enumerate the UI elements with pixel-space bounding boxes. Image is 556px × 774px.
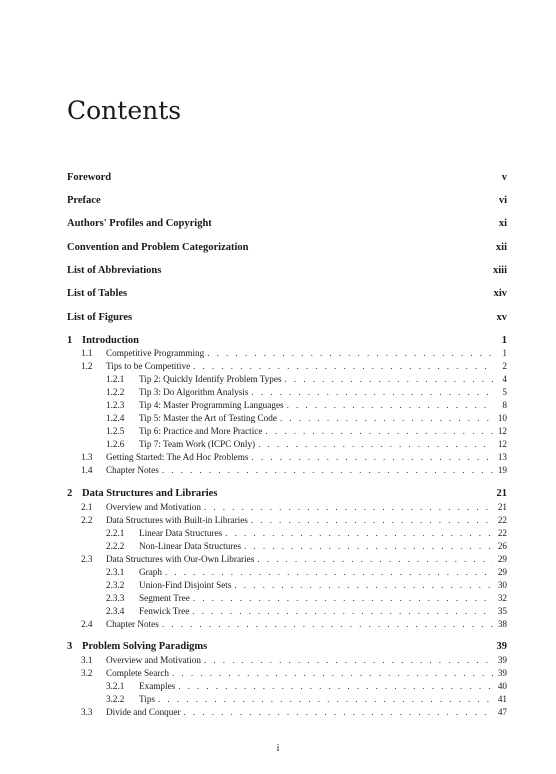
toc-title: List of Abbreviations <box>67 265 162 276</box>
leader-dots <box>204 502 493 512</box>
toc-entry[interactable] <box>81 361 507 371</box>
toc-page: 22 <box>497 515 507 525</box>
toc-number: 3.2 <box>81 668 93 678</box>
toc-page: xi <box>498 218 507 229</box>
toc-title: Tip 4: Master Programming Languages <box>139 400 284 410</box>
toc-page: 1 <box>501 335 507 346</box>
leader-dots <box>192 606 493 616</box>
toc-number: 1.2.6 <box>106 439 125 449</box>
toc-page: 4 <box>502 374 507 384</box>
toc-number: 2.3.2 <box>106 580 125 590</box>
toc-chapter-3[interactable] <box>67 641 507 652</box>
toc-title: Chapter Notes <box>106 619 159 629</box>
toc-front-authors[interactable] <box>67 218 507 229</box>
toc-page: 5 <box>502 387 507 397</box>
toc-page: 19 <box>497 465 507 475</box>
toc-title: Overview and Motivation <box>106 655 201 665</box>
toc-page: xv <box>496 312 507 323</box>
toc-entry[interactable] <box>106 400 507 410</box>
toc-page: 21 <box>496 488 507 499</box>
toc-number: 1.2.1 <box>106 374 125 384</box>
toc-number: 1 <box>67 335 73 346</box>
toc-entry[interactable] <box>81 515 507 525</box>
toc-page: 2 <box>502 361 507 371</box>
toc-entry[interactable] <box>106 606 507 616</box>
toc-page: xiii <box>492 265 507 276</box>
toc-title: Data Structures with Our-Own Libraries <box>106 554 255 564</box>
toc-number: 2.4 <box>81 619 93 629</box>
toc-page: 12 <box>497 439 507 449</box>
leader-dots <box>184 707 493 717</box>
page-title: Contents <box>67 96 182 125</box>
page-number: i <box>276 743 280 754</box>
toc-number: 2.3 <box>81 554 93 564</box>
toc-number: 2.3.3 <box>106 593 125 603</box>
toc-title: List of Figures <box>67 312 133 323</box>
toc-chapter-1[interactable] <box>67 335 507 346</box>
toc-title: Complete Search <box>106 668 170 678</box>
leader-dots <box>207 348 493 358</box>
toc-chapter-2[interactable] <box>67 488 507 499</box>
leader-dots <box>158 694 493 704</box>
toc-entry[interactable] <box>81 668 507 678</box>
toc-entry[interactable] <box>81 348 507 358</box>
toc-entry[interactable] <box>81 502 507 512</box>
leader-dots <box>193 361 493 371</box>
toc-title: Tip 7: Team Work (ICPC Only) <box>139 439 256 449</box>
toc-front-tables[interactable] <box>67 288 507 299</box>
toc-number: 2.2.1 <box>106 528 125 538</box>
leader-dots <box>251 452 493 462</box>
toc-title: Data Structures with Built-in Libraries <box>106 515 248 525</box>
toc-number: 3.1 <box>81 655 93 665</box>
toc-page: 26 <box>497 541 507 551</box>
toc-page: 47 <box>497 707 507 717</box>
toc-title: Tip 6: Practice and More Practice <box>139 426 263 436</box>
toc-entry[interactable] <box>106 528 507 538</box>
toc-number: 1.4 <box>81 465 93 475</box>
leader-dots <box>162 465 493 475</box>
toc-number: 2.1 <box>81 502 93 512</box>
toc-page: 22 <box>497 528 507 538</box>
toc-entry[interactable] <box>106 387 507 397</box>
leader-dots <box>172 668 493 678</box>
toc-entry[interactable] <box>81 452 507 462</box>
toc-title: Divide and Conquer <box>106 707 181 717</box>
leader-dots <box>287 400 493 410</box>
toc-number: 3.2.1 <box>106 681 125 691</box>
toc-title: Segment Tree <box>139 593 190 603</box>
toc-page: 13 <box>497 452 507 462</box>
toc-front-preface[interactable] <box>67 195 507 206</box>
toc-front-foreword[interactable] <box>67 172 507 183</box>
toc-title: Convention and Problem Categorization <box>67 242 249 253</box>
toc-entry[interactable] <box>81 707 507 717</box>
toc-entry[interactable] <box>106 580 507 590</box>
toc-number: 1.2.2 <box>106 387 125 397</box>
toc-number: 3 <box>67 641 73 652</box>
leader-dots <box>162 619 493 629</box>
toc-entry[interactable] <box>106 681 507 691</box>
toc-number: 2.2.2 <box>106 541 125 551</box>
leader-dots <box>244 541 493 551</box>
toc-title: Preface <box>67 195 101 206</box>
toc-page: 39 <box>497 668 507 678</box>
toc-page: 41 <box>497 694 507 704</box>
toc-title: Union-Find Disjoint Sets <box>139 580 232 590</box>
toc-page: 39 <box>496 641 507 652</box>
toc-page: 40 <box>497 681 507 691</box>
leader-dots <box>204 655 493 665</box>
toc-title: Linear Data Structures <box>139 528 223 538</box>
toc-page: 39 <box>497 655 507 665</box>
toc-title: Tip 3: Do Algorithm Analysis <box>139 387 249 397</box>
toc-page: 10 <box>497 413 507 423</box>
toc-page: 32 <box>497 593 507 603</box>
toc-entry[interactable] <box>106 439 507 449</box>
toc-title: Authors' Profiles and Copyright <box>67 218 212 229</box>
toc-title: Tips to be Competitive <box>106 361 191 371</box>
toc-page: 29 <box>497 567 507 577</box>
toc-entry[interactable] <box>106 541 507 551</box>
toc-title: Tip 5: Master the Art of Testing Code <box>139 413 277 423</box>
toc-page: 30 <box>497 580 507 590</box>
toc-entry[interactable] <box>106 413 507 423</box>
toc-title: Data Structures and Libraries <box>82 488 218 499</box>
toc-title: Getting Started: The Ad Hoc Problems <box>106 452 249 462</box>
leader-dots <box>251 387 493 397</box>
toc-entry[interactable] <box>106 567 507 577</box>
toc-front-convention[interactable] <box>67 242 507 253</box>
leader-dots <box>280 413 493 423</box>
toc-title: Tip 2: Quickly Identify Problem Types <box>139 374 282 384</box>
toc-title: Introduction <box>82 335 139 346</box>
toc-page: 29 <box>497 554 507 564</box>
toc-front-figures[interactable] <box>67 312 507 323</box>
toc-page: 35 <box>497 606 507 616</box>
leader-dots <box>257 554 493 564</box>
toc-number: 1.3 <box>81 452 93 462</box>
toc-number: 1.2.5 <box>106 426 125 436</box>
toc-number: 2.3.4 <box>106 606 125 616</box>
toc-front-abbreviations[interactable] <box>67 265 507 276</box>
toc-number: 3.2.2 <box>106 694 125 704</box>
leader-dots <box>178 681 493 691</box>
leader-dots <box>251 515 493 525</box>
toc-entry[interactable] <box>81 655 507 665</box>
toc-title: Fenwick Tree <box>139 606 190 616</box>
toc-title: Non-Linear Data Structures <box>139 541 242 551</box>
leader-dots <box>285 374 493 384</box>
leader-dots <box>193 593 493 603</box>
toc-title: Overview and Motivation <box>106 502 201 512</box>
toc-number: 1.2.3 <box>106 400 125 410</box>
toc-title: Chapter Notes <box>106 465 159 475</box>
toc-page: 12 <box>497 426 507 436</box>
toc-page: v <box>501 172 507 183</box>
toc-page: xii <box>495 242 507 253</box>
toc-title: Examples <box>139 681 176 691</box>
toc-entry[interactable] <box>81 619 507 629</box>
toc-entry[interactable] <box>106 426 507 436</box>
toc-page: 1 <box>502 348 507 358</box>
toc-title: Tips <box>139 694 156 704</box>
leader-dots <box>225 528 493 538</box>
toc-entry[interactable] <box>81 465 507 475</box>
toc-entry[interactable] <box>106 374 507 384</box>
toc-page: 21 <box>497 502 507 512</box>
toc-title: Foreword <box>67 172 112 183</box>
toc-title: List of Tables <box>67 288 128 299</box>
toc-title: Problem Solving Paradigms <box>82 641 208 652</box>
leader-dots <box>258 439 493 449</box>
toc-entry[interactable] <box>106 694 507 704</box>
toc-page: xiv <box>493 288 507 299</box>
leader-dots <box>234 580 493 590</box>
toc-number: 2.3.1 <box>106 567 125 577</box>
leader-dots <box>165 567 493 577</box>
toc-number: 2 <box>67 488 73 499</box>
toc-title: Graph <box>139 567 162 577</box>
toc-entry[interactable] <box>106 593 507 603</box>
leader-dots <box>265 426 493 436</box>
toc-number: 1.2 <box>81 361 93 371</box>
toc-number: 1.2.4 <box>106 413 125 423</box>
toc-entry[interactable] <box>81 554 507 564</box>
toc-title: Competitive Programming <box>106 348 205 358</box>
toc-page: 38 <box>497 619 507 629</box>
toc-number: 3.3 <box>81 707 93 717</box>
toc-page: vi <box>498 195 507 206</box>
toc-number: 2.2 <box>81 515 93 525</box>
toc-page: 8 <box>502 400 507 410</box>
toc-number: 1.1 <box>81 348 93 358</box>
